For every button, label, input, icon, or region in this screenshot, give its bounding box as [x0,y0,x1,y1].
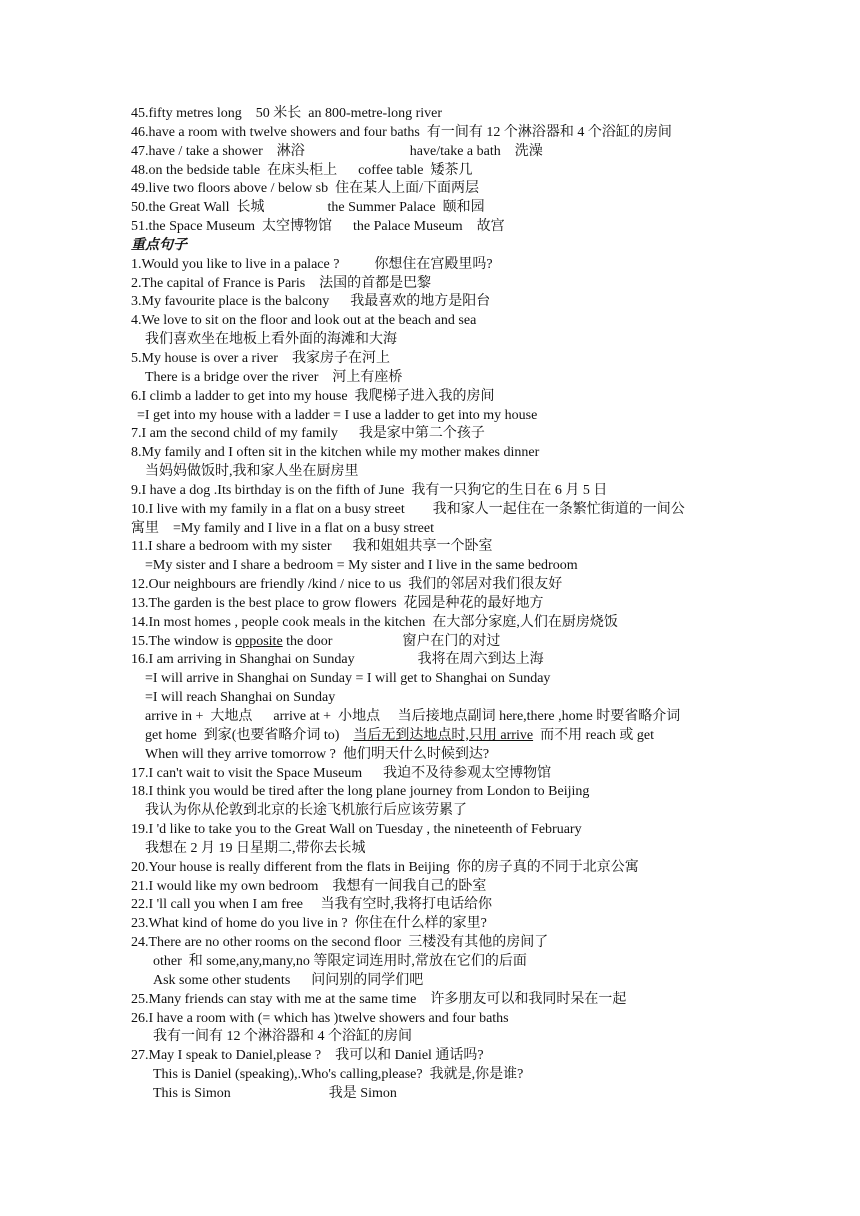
sentence-26: 26.I have a room with (= which has )twelve showers and four baths [131,1010,509,1026]
sentence-7: 7.I am the second child of my family 我是家中第二个孩子 [131,426,485,442]
sentence-27: 27.May I speak to Daniel,please ? 我可以和 Daniel 通话吗? [131,1048,484,1064]
sentence-5-example: There is a bridge over the river 河上有座桥 [145,369,403,385]
note-2-start: get home 到家(也要省略介词 to) [145,727,354,743]
sentence-18-translation: 我认为你从伦敦到北京的长途飞机旅行后应该劳累了 [145,803,467,819]
sentence-13: 13.The garden is the best place to grow flowers 花园是种花的最好地方 [131,595,544,611]
sentence-16-note-2 [131,727,751,746]
sentence-4: 4.We love to sit on the floor and look out at the beach and sea [131,313,477,329]
sentence-1: 1.Would you like to live in a palace ? 你想住在宫殿里吗? [131,256,493,272]
sentence-16-equivalent-1: =I will arrive in Shanghai on Sunday = I will get to Shanghai on Sunday [145,671,551,687]
sentence-5: 5.My house is over a river 我家房子在河上 [131,350,390,366]
sentence-6-equivalent: =I get into my house with a ladder = I use a ladder to get into my house [137,407,538,423]
sentence-14: 14.In most homes , people cook meals in the kitchen 在大部分家庭,人们在厨房烧饭 [131,614,618,630]
sentence-11-equivalent: =My sister and I share a bedroom = My sister and I live in the same bedroom [145,558,578,574]
sentence-19: 19.I 'd like to take you to the Great Wall on Tuesday , the nineteenth of February [131,822,582,838]
vocab-line-47: 47.have / take a shower 淋浴 have/take a bath 洗澡 [131,143,543,159]
sentence-11: 11.I share a bedroom with my sister 我和姐姐共享一个卧室 [131,539,493,555]
sentence-10: 10.I live with my family in a flat on a busy street 我和家人一起住在一条繁忙街道的一间公 [131,501,685,517]
vocab-line-50: 50.the Great Wall 长城 the Summer Palace 颐和园 [131,200,485,216]
sentence-24-example: Ask some other students 问问别的同学们吧 [153,972,424,988]
sentence-2: 2.The capital of France is Paris 法国的首都是巴黎 [131,275,432,291]
sentence-16-example: When will they arrive tomorrow ? 他们明天什么时候到达? [145,746,490,762]
sentence-6: 6.I climb a ladder to get into my house 我爬梯子进入我的房间 [131,388,495,404]
sentence-20: 20.Your house is really different from the flats in Beijing 你的房子真的不同于北京公寓 [131,859,639,875]
vocab-line-51: 51.the Space Museum 太空博物馆 the Palace Museum 故宫 [131,219,505,235]
sentence-27-reply-2: This is Simon 我是 Simon [153,1085,397,1101]
sentence-16-equivalent-2: =I will reach Shanghai on Sunday [145,690,336,706]
sentence-24-note: other 和 some,any,many,no 等限定词连用时,常放在它们的后面 [153,953,527,969]
underlined-word: opposite [235,633,283,649]
sentence-22: 22.I 'll call you when I am free 当我有空时,我将打电话给你 [131,897,493,913]
sentence-12: 12.Our neighbours are friendly /kind / nice to us 我们的邻居对我们很友好 [131,577,563,593]
sentence-4-translation: 我们喜欢坐在地板上看外面的海滩和大海 [145,332,397,348]
sentence-9: 9.I have a dog .Its birthday is on the fifth of June 我有一只狗它的生日在 6 月 5 日 [131,482,608,498]
sentence-15-end: the door 窗户在门的对过 [282,633,501,649]
sentence-8: 8.My family and I often sit in the kitchen while my mother makes dinner [131,445,540,461]
sentence-8-translation: 当妈妈做饭时,我和家人坐在厨房里 [145,464,359,480]
sentence-19-translation: 我想在 2 月 19 日星期二,带你去长城 [145,840,366,856]
sentence-15 [131,633,751,652]
vocab-line-46: 46.have a room with twelve showers and four baths 有一间有 12 个淋浴器和 4 个浴缸的房间 [131,124,672,140]
vocab-line-49: 49.live two floors above / below sb 住在某人上面/下面两层 [131,181,480,197]
note-2-end: 而不用 reach 或 get [533,727,654,743]
sentence-18: 18.I think you would be tired after the long plane journey from London to Beijing [131,784,590,800]
sentence-24: 24.There are no other rooms on the second floor 三楼没有其他的房间了 [131,935,549,951]
vocab-line-48: 48.on the bedside table 在床头柜上 coffee table 矮茶几 [131,162,473,178]
sentence-23: 23.What kind of home do you live in ? 你住在什么样的家里? [131,916,487,932]
sentence-25: 25.Many friends can stay with me at the same time 许多朋友可以和我同时呆在一起 [131,991,627,1007]
sentence-16-note-1: arrive in + 大地点 arrive at + 小地点 当后接地点副词 here,there ,home 时要省略介词 [145,709,681,724]
vocab-line-45: 45.fifty metres long 50 米长 an 800-metre-long river [131,106,443,121]
sentence-3: 3.My favourite place is the balcony 我最喜欢的地方是阳台 [131,294,491,310]
section-heading: 重点句子 [131,237,187,253]
text-body [131,105,751,1104]
underlined-note: 当后无到达地点时,只用 arrive [353,727,534,743]
sentence-16: 16.I am arriving in Shanghai on Sunday 我将在周六到达上海 [131,652,544,668]
sentence-15-start: 15.The window is [131,633,236,649]
sentence-27-reply: This is Daniel (speaking),.Who's calling,please? 我就是,你是谁? [153,1067,524,1083]
sentence-26-translation: 我有一间有 12 个淋浴器和 4 个浴缸的房间 [153,1029,412,1045]
sentence-10-continued: 寓里 =My family and I live in a flat on a busy street [131,520,434,536]
sentence-17: 17.I can't wait to visit the Space Museum 我迫不及待参观太空博物馆 [131,765,552,781]
sentence-21: 21.I would like my own bedroom 我想有一间我自己的卧室 [131,878,487,894]
